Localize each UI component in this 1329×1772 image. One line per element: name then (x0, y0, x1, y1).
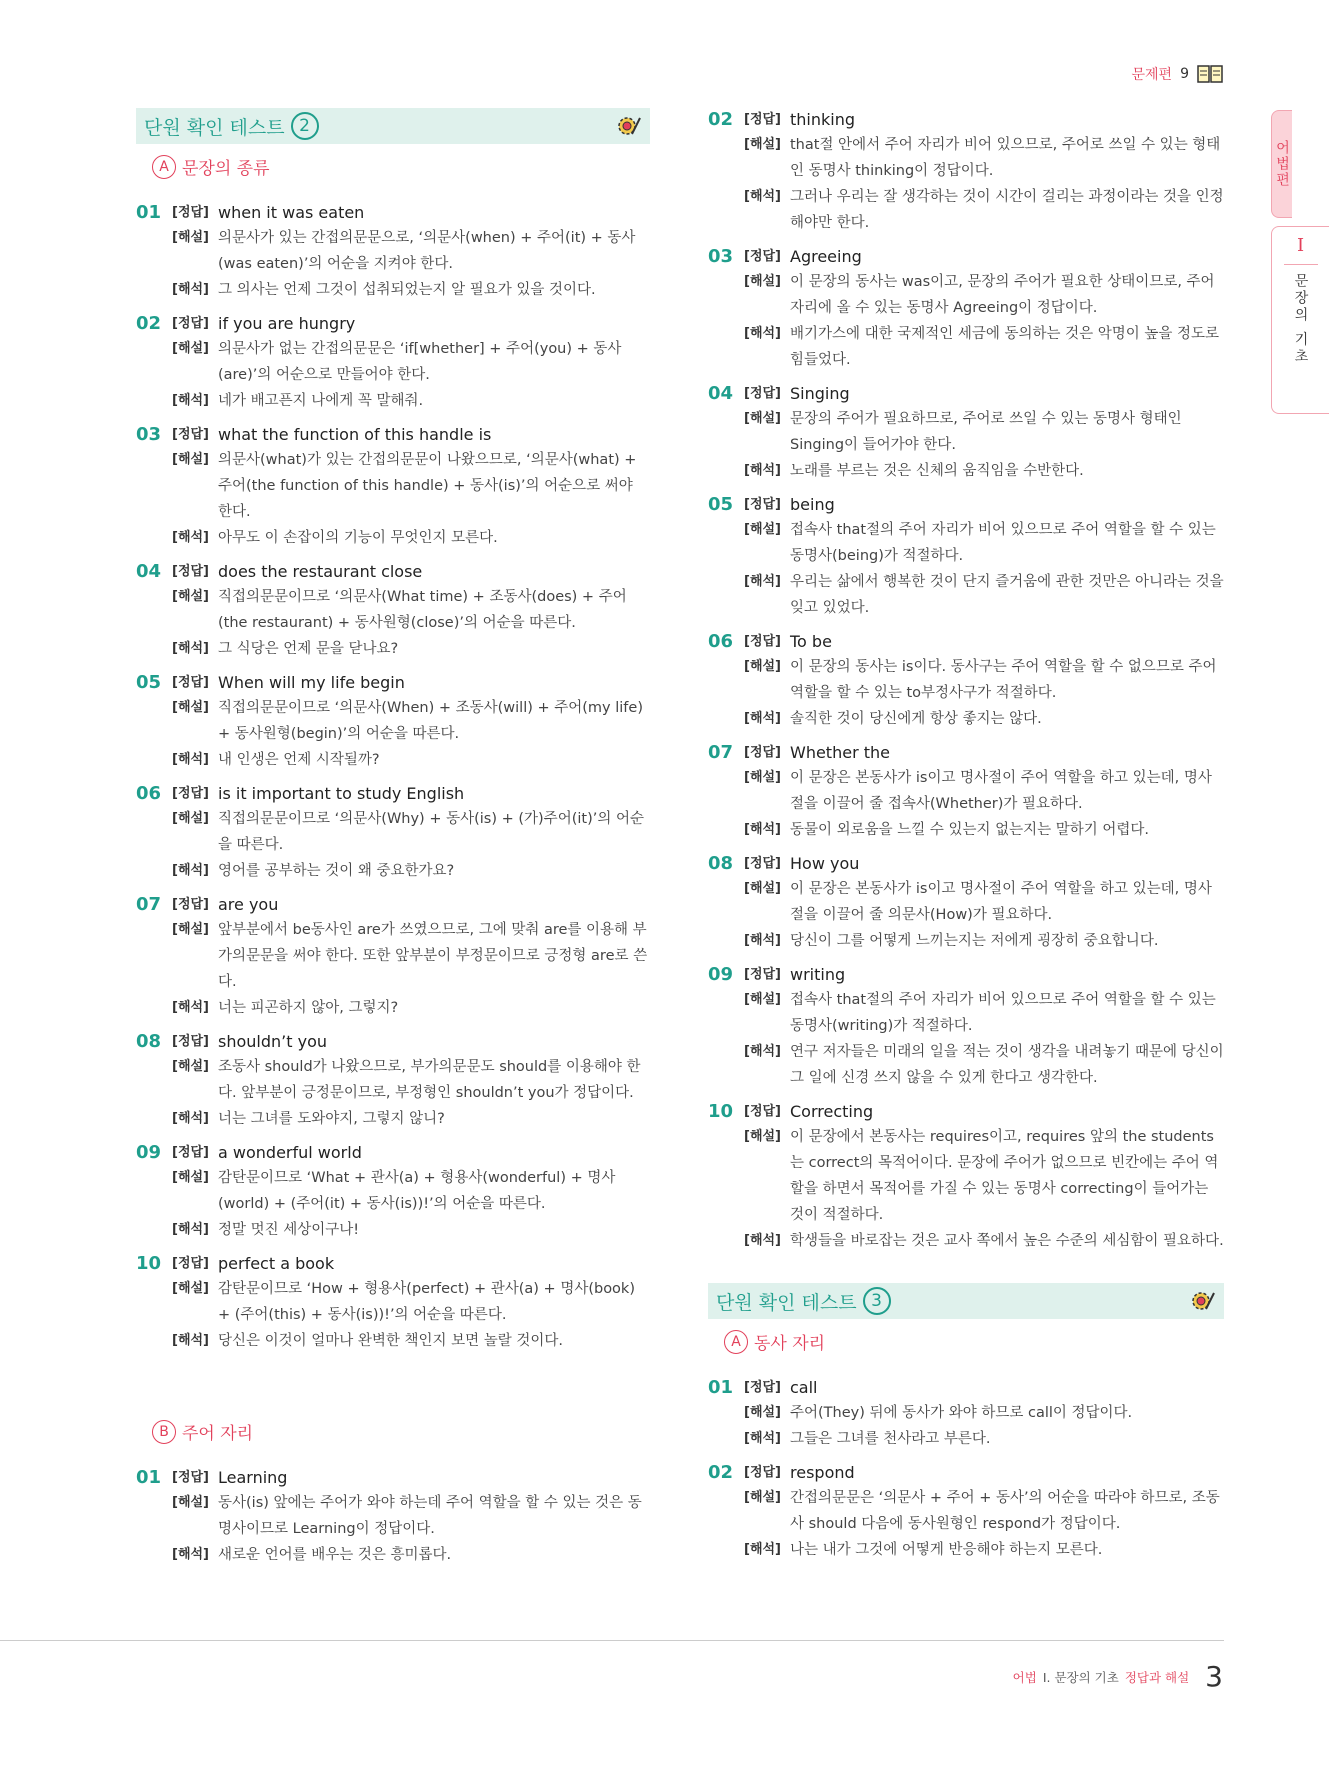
answer-text: shouldn’t you (218, 1032, 327, 1051)
explanation-text: 의문사가 없는 간접의문문은 ‘if[whether] + 주어(you) + 동사(are)’의 어순으로 만들어야 한다. (218, 341, 622, 383)
answer-tag: [정답] (172, 427, 209, 442)
answer-item (136, 312, 650, 414)
tab-grammar[interactable]: 어법편 (1271, 110, 1292, 218)
test-title: 단원 확인 테스트 (716, 1291, 857, 1314)
answer-text: respond (790, 1463, 855, 1482)
question-number: 04 (136, 561, 162, 582)
answer-item (136, 1466, 650, 1568)
answer-tag: [정답] (172, 564, 209, 579)
answer-item (136, 1141, 650, 1243)
question-number: 09 (136, 1142, 162, 1163)
answer-item (708, 963, 1224, 1091)
question-number: 02 (708, 109, 734, 130)
left-column (136, 108, 650, 1577)
explanation-tag: [해설] (744, 274, 781, 289)
translation-tag: [해석] (172, 1000, 209, 1015)
translation-tag: [해석] (744, 574, 781, 589)
question-number: 07 (708, 742, 734, 763)
chapter-title: 문장의 기초 (1292, 273, 1309, 366)
answer-item (708, 852, 1224, 954)
translation-text: 동물이 외로움을 느낄 수 있는지 없는지는 말하기 어렵다. (790, 822, 1150, 838)
test-number: 2 (291, 112, 319, 140)
answer-list-2a (136, 201, 650, 1354)
answer-item (708, 630, 1224, 732)
answer-text: thinking (790, 110, 856, 129)
question-number: 08 (136, 1031, 162, 1052)
question-number: 03 (708, 246, 734, 267)
answer-text: if you are hungry (218, 314, 356, 333)
question-number: 10 (136, 1253, 162, 1274)
answer-tag: [정답] (172, 205, 209, 220)
translation-text: 연구 저자들은 미래의 일을 적는 것이 생각을 내려놓기 때문에 당신이 그 일에 신경 쓰지 않을 수 있게 한다고 생각한다. (790, 1044, 1224, 1086)
section-letter: B (152, 1420, 176, 1444)
translation-tag: [해석] (172, 1547, 209, 1562)
answer-text: a wonderful world (218, 1143, 362, 1162)
answer-tag: [정답] (744, 967, 781, 982)
translation-tag: [해석] (744, 463, 781, 478)
section-title: 주어 자리 (182, 1424, 254, 1444)
explanation-tag: [해설] (744, 992, 781, 1007)
explanation-tag: [해설] (744, 1405, 781, 1420)
answer-item (136, 560, 650, 662)
answer-tag: [정답] (744, 249, 781, 264)
answer-item (136, 1252, 650, 1354)
explanation-text: that절 안에서 주어 자리가 비어 있으므로, 주어로 쓰일 수 있는 형태인 동명사 thinking이 정답이다. (790, 137, 1221, 179)
translation-text: 네가 배고픈지 나에게 꼭 말해줘. (218, 393, 424, 409)
translation-tag: [해석] (172, 393, 209, 408)
explanation-tag: [해설] (172, 589, 209, 604)
answer-text: Correcting (790, 1102, 874, 1121)
answer-item (136, 893, 650, 1021)
translation-tag: [해석] (172, 1222, 209, 1237)
explanation-text: 이 문장에서 본동사는 requires이고, requires 앞의 the students는 correct의 목적어이다. 문장에 주어가 없으므로 빈칸에는 주어 역할을 하면서 목적어를 가질 수 있는 동명사 correcting이 들어가는 것이 적절하다. (790, 1129, 1219, 1223)
question-number: 06 (136, 783, 162, 804)
translation-text: 그들은 그녀를 천사라고 부른다. (790, 1431, 991, 1447)
translation-tag: [해석] (172, 1333, 209, 1348)
book-icon (1197, 64, 1223, 84)
section-title: 동사 자리 (754, 1334, 826, 1354)
question-number: 05 (708, 494, 734, 515)
section-b-header (152, 1419, 650, 1444)
explanation-text: 감탄문이므로 ‘What + 관사(a) + 형용사(wonderful) + 명사(world) + (주어(it) + 동사(is))!’의 어순을 따른다. (218, 1170, 616, 1212)
explanation-tag: [해설] (744, 522, 781, 537)
translation-text: 너는 그녀를 도와야지, 그렇지 않니? (218, 1111, 445, 1127)
translation-tag: [해석] (172, 641, 209, 656)
answer-item (136, 1030, 650, 1132)
explanation-text: 직접의문문이므로 ‘의문사(Why) + 동사(is) + (가)주어(it)’의 어순을 따른다. (218, 811, 644, 853)
explanation-tag: [해설] (172, 1495, 209, 1510)
answer-tag: [정답] (172, 1256, 209, 1271)
answer-text: Learning (218, 1468, 288, 1487)
explanation-tag: [해설] (744, 1490, 781, 1505)
footer-divider (0, 1640, 1224, 1641)
translation-tag: [해석] (744, 822, 781, 837)
question-number: 02 (136, 313, 162, 334)
answer-text: are you (218, 895, 279, 914)
translation-text: 노래를 부르는 것은 신체의 움직임을 수반한다. (790, 463, 1084, 479)
answer-tag: [정답] (744, 1465, 781, 1480)
translation-tag: [해석] (172, 752, 209, 767)
gear-icon (614, 112, 642, 140)
answer-item (708, 382, 1224, 484)
explanation-text: 이 문장은 본동사가 is이고 명사절이 주어 역할을 하고 있는데, 명사절을 이끌어 줄 접속사(Whether)가 필요하다. (790, 770, 1212, 812)
answer-tag: [정답] (744, 386, 781, 401)
explanation-text: 의문사(what)가 있는 간접의문문이 나왔으므로, ‘의문사(what) + 주어(the function of this handle) + 동사(is)’의 어순으로 써야 한다. (218, 452, 637, 520)
section-title: 문장의 종류 (182, 159, 270, 179)
translation-text: 내 인생은 언제 시작될까? (218, 752, 380, 768)
translation-tag: [해석] (172, 1111, 209, 1126)
test-banner-3 (708, 1283, 1224, 1319)
answer-item (136, 201, 650, 303)
translation-text: 나는 내가 그것에 어떻게 반응해야 하는지 모른다. (790, 1542, 1103, 1558)
answer-item (708, 108, 1224, 236)
explanation-tag: [해설] (744, 770, 781, 785)
answer-list-2b-part1 (136, 1466, 650, 1568)
answer-item (708, 245, 1224, 373)
explanation-text: 간접의문문은 ‘의문사 + 주어 + 동사’의 어순을 따라야 하므로, 조동사 should 다음에 동사원형인 respond가 정답이다. (790, 1490, 1220, 1532)
answer-text: When will my life begin (218, 673, 405, 692)
translation-tag: [해석] (744, 933, 781, 948)
explanation-tag: [해설] (744, 881, 781, 896)
explanation-tag: [해설] (172, 341, 209, 356)
explanation-text: 이 문장의 동사는 is이다. 동사구는 주어 역할을 할 수 없으므로 주어 역할을 할 수 있는 to부정사구가 적절하다. (790, 659, 1217, 701)
explanation-text: 직접의문문이므로 ‘의문사(When) + 조동사(will) + 주어(my life) + 동사원형(begin)’의 어순을 따른다. (218, 700, 643, 742)
answer-text: is it important to study English (218, 784, 465, 803)
explanation-tag: [해설] (172, 922, 209, 937)
footer-page-number: 3 (1205, 1660, 1223, 1693)
test-banner-2 (136, 108, 650, 144)
question-number: 05 (136, 672, 162, 693)
answer-item (136, 423, 650, 551)
section-letter: A (152, 155, 176, 179)
header-page-number: 9 (1180, 66, 1189, 82)
answer-tag: [정답] (744, 1380, 781, 1395)
question-number: 02 (708, 1462, 734, 1483)
question-number: 08 (708, 853, 734, 874)
header-label: 문제편 (1131, 67, 1173, 83)
translation-tag: [해석] (744, 1431, 781, 1446)
answer-list-3a (708, 1376, 1224, 1563)
answer-item (136, 671, 650, 773)
answer-item (708, 1376, 1224, 1452)
answer-text: being (790, 495, 835, 514)
test-title: 단원 확인 테스트 (144, 116, 285, 139)
translation-text: 우리는 삶에서 행복한 것이 단지 즐거움에 관한 것만은 아니라는 것을 잊고 있었다. (790, 574, 1224, 616)
footer-section: 정답과 해설 (1124, 1669, 1190, 1685)
explanation-tag: [해설] (172, 811, 209, 826)
answer-text: Whether the (790, 743, 890, 762)
answer-text: when it was eaten (218, 203, 365, 222)
translation-tag: [해석] (744, 711, 781, 726)
explanation-tag: [해설] (172, 1281, 209, 1296)
answer-item (708, 493, 1224, 621)
section-a-header (152, 154, 650, 179)
footer-chapter: I. 문장의 기초 (1042, 1669, 1119, 1685)
answer-tag: [정답] (172, 675, 209, 690)
page-footer (1013, 1660, 1223, 1693)
answer-text: Agreeing (790, 247, 862, 266)
footer-part: 어법 (1012, 1669, 1037, 1685)
translation-text: 그러나 우리는 잘 생각하는 것이 시간이 걸리는 과정이라는 것을 인정해야만 한다. (790, 189, 1224, 231)
question-number: 04 (708, 383, 734, 404)
answer-item (136, 782, 650, 884)
answer-tag: [정답] (172, 1034, 209, 1049)
answer-tag: [정답] (744, 1104, 781, 1119)
translation-text: 너는 피곤하지 않아, 그렇지? (218, 1000, 399, 1016)
answer-tag: [정답] (172, 897, 209, 912)
translation-text: 학생들을 바로잡는 것은 교사 쪽에서 높은 수준의 세심함이 필요하다. (790, 1233, 1224, 1249)
question-number: 07 (136, 894, 162, 915)
answer-text: what the function of this handle is (218, 425, 492, 444)
answer-tag: [정답] (172, 316, 209, 331)
translation-tag: [해석] (172, 530, 209, 545)
explanation-tag: [해설] (172, 452, 209, 467)
answer-tag: [정답] (172, 786, 209, 801)
question-number: 01 (708, 1377, 734, 1398)
chapter-numeral: I (1296, 235, 1305, 256)
gear-icon (1188, 1287, 1216, 1315)
translation-text: 새로운 언어를 배우는 것은 흥미롭다. (218, 1547, 452, 1563)
translation-text: 솔직한 것이 당신에게 항상 좋지는 않다. (790, 711, 1042, 727)
translation-text: 당신이 그를 어떻게 느끼는지는 저에게 굉장히 중요합니다. (790, 933, 1159, 949)
translation-tag: [해석] (744, 189, 781, 204)
answer-tag: [정답] (172, 1470, 209, 1485)
answer-item (708, 1100, 1224, 1254)
tab-chapter[interactable] (1271, 226, 1329, 414)
answer-item (708, 1461, 1224, 1563)
translation-tag: [해석] (172, 863, 209, 878)
answer-tag: [정답] (744, 856, 781, 871)
answer-text: To be (790, 632, 832, 651)
answer-tag: [정답] (744, 745, 781, 760)
question-number: 09 (708, 964, 734, 985)
explanation-text: 앞부분에서 be동사인 are가 쓰였으므로, 그에 맞춰 are를 이용해 부가의문문을 써야 한다. 또한 앞부분이 부정문이므로 긍정형 are로 쓴다. (218, 922, 648, 990)
answer-text: does the restaurant close (218, 562, 423, 581)
translation-text: 그 식당은 언제 문을 닫나요? (218, 641, 399, 657)
explanation-text: 접속사 that절의 주어 자리가 비어 있으므로 주어 역할을 할 수 있는 동명사(being)가 적절하다. (790, 522, 1216, 564)
explanation-text: 동사(is) 앞에는 주어가 와야 하는데 주어 역할을 할 수 있는 것은 동명사이므로 Learning이 정답이다. (218, 1495, 642, 1537)
explanation-text: 직접의문문이므로 ‘의문사(What time) + 조동사(does) + 주어(the restaurant) + 동사원형(close)’의 어순을 따른다. (218, 589, 627, 631)
explanation-tag: [해설] (744, 137, 781, 152)
answer-text: writing (790, 965, 846, 984)
question-number: 03 (136, 424, 162, 445)
explanation-tag: [해설] (172, 1170, 209, 1185)
explanation-text: 주어(They) 뒤에 동사가 와야 하므로 call이 정답이다. (790, 1405, 1133, 1421)
explanation-tag: [해설] (172, 1059, 209, 1074)
explanation-tag: [해설] (744, 411, 781, 426)
answer-text: perfect a book (218, 1254, 335, 1273)
explanation-text: 감탄문이므로 ‘How + 형용사(perfect) + 관사(a) + 명사(book) + (주어(this) + 동사(is))!’의 어순을 따른다. (218, 1281, 635, 1323)
explanation-tag: [해설] (172, 230, 209, 245)
answer-tag: [정답] (744, 497, 781, 512)
answer-tag: [정답] (744, 112, 781, 127)
answer-tag: [정답] (744, 634, 781, 649)
explanation-text: 의문사가 있는 간접의문문으로, ‘의문사(when) + 주어(it) + 동사(was eaten)’의 어순을 지켜야 한다. (218, 230, 636, 272)
question-number: 10 (708, 1101, 734, 1122)
translation-text: 영어를 공부하는 것이 왜 중요한가요? (218, 863, 455, 879)
explanation-text: 문장의 주어가 필요하므로, 주어로 쓰일 수 있는 동명사 형태인 Singing이 들어가야 한다. (790, 411, 1182, 453)
answer-text: How you (790, 854, 860, 873)
explanation-text: 접속사 that절의 주어 자리가 비어 있으므로 주어 역할을 할 수 있는 동명사(writing)가 적절하다. (790, 992, 1216, 1034)
translation-tag: [해석] (744, 1233, 781, 1248)
test-number: 3 (863, 1287, 891, 1315)
translation-tag: [해석] (172, 282, 209, 297)
translation-text: 당신은 이것이 얼마나 완벽한 책인지 보면 놀랄 것이다. (218, 1333, 564, 1349)
answer-item (708, 741, 1224, 843)
answer-text: call (790, 1378, 818, 1397)
right-column (708, 108, 1224, 1572)
translation-text: 배기가스에 대한 국제적인 세금에 동의하는 것은 악명이 높을 정도로 힘들었다. (790, 326, 1220, 368)
translation-text: 그 의사는 언제 그것이 섭취되었는지 알 필요가 있을 것이다. (218, 282, 596, 298)
question-number: 01 (136, 1467, 162, 1488)
page-header (1132, 64, 1224, 84)
answer-list-2b-part2 (708, 108, 1224, 1254)
answer-tag: [정답] (172, 1145, 209, 1160)
section-a-header (724, 1329, 1224, 1354)
explanation-tag: [해설] (744, 659, 781, 674)
translation-tag: [해석] (744, 1542, 781, 1557)
translation-text: 아무도 이 손잡이의 기능이 무엇인지 모른다. (218, 530, 498, 546)
answer-text: Singing (790, 384, 850, 403)
translation-text: 정말 멋진 세상이구나! (218, 1222, 360, 1238)
translation-tag: [해석] (744, 1044, 781, 1059)
explanation-text: 이 문장의 동사는 was이고, 문장의 주어가 필요한 상태이므로, 주어 자리에 올 수 있는 동명사 Agreeing이 정답이다. (790, 274, 1215, 316)
question-number: 01 (136, 202, 162, 223)
section-letter: A (724, 1330, 748, 1354)
translation-tag: [해석] (744, 326, 781, 341)
explanation-text: 이 문장은 본동사가 is이고 명사절이 주어 역할을 하고 있는데, 명사절을 이끌어 줄 의문사(How)가 필요하다. (790, 881, 1212, 923)
question-number: 06 (708, 631, 734, 652)
side-tabs (1271, 110, 1329, 414)
explanation-tag: [해설] (744, 1129, 781, 1144)
explanation-text: 조동사 should가 나왔으므로, 부가의문문도 should를 이용해야 한다. 앞부분이 긍정문이므로, 부정형인 shouldn’t you가 정답이다. (218, 1059, 641, 1101)
explanation-tag: [해설] (172, 700, 209, 715)
